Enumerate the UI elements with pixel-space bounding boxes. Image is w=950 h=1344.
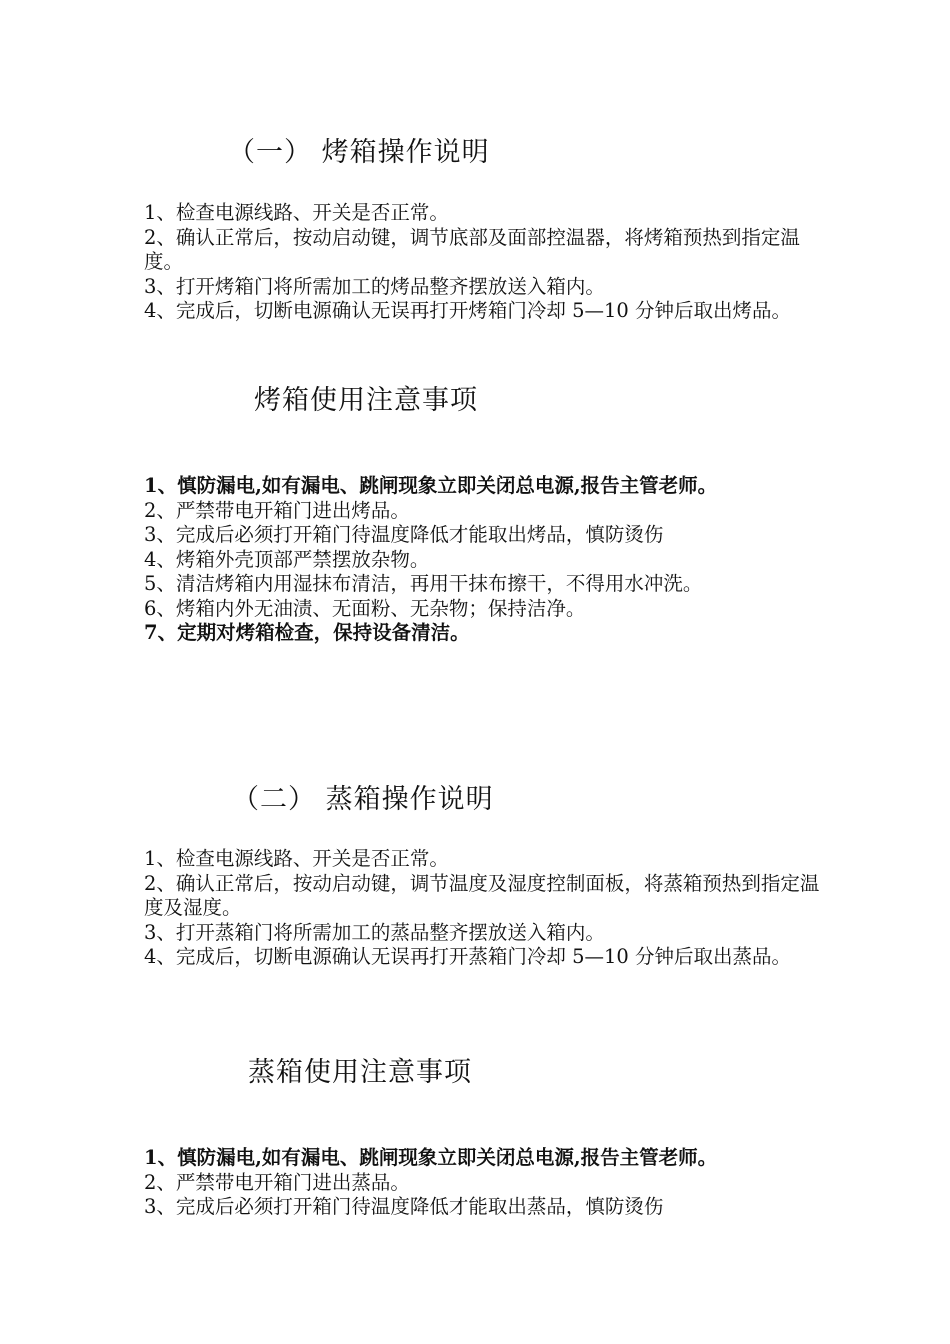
steamer-precautions-list: [144, 1146, 824, 1220]
steamer-precautions-heading: 蒸箱使用注意事项: [248, 1057, 472, 1088]
list-item: 1、检查电源线路、开关是否正常。: [144, 847, 449, 870]
oven-precautions-list: [144, 474, 824, 646]
list-item: 1、检查电源线路、开关是否正常。: [144, 201, 449, 224]
oven-operation-heading: （一） 烤箱操作说明: [228, 137, 490, 168]
steamer-operation-list: [144, 847, 824, 970]
list-item: 3、打开烤箱门将所需加工的烤品整齐摆放送入箱内。: [144, 274, 605, 298]
list-item: 7、定期对烤箱检查，保持设备清洁。: [144, 621, 470, 644]
oven-precautions-heading: 烤箱使用注意事项: [254, 385, 478, 416]
list-item: 6、烤箱内外无油渍、无面粉、无杂物；保持洁净。: [144, 596, 586, 620]
list-item: 3、完成后必须打开箱门待温度降低才能取出蒸品，慎防烫伤: [144, 1195, 664, 1218]
list-item: 4、完成后，切断电源确认无误再打开蒸箱门冷却 5—10 分钟后取出蒸品。: [144, 945, 792, 968]
list-item: 4、完成后，切断电源确认无误再打开烤箱门冷却 5—10 分钟后取出烤品。: [144, 299, 792, 322]
list-item: 2、确认正常后，按动启动键，调节底部及面部控温器，将烤箱预热到指定温度。: [144, 225, 800, 273]
list-item: 3、打开蒸箱门将所需加工的蒸品整齐摆放送入箱内。: [144, 920, 605, 944]
list-item: 2、严禁带电开箱门进出烤品。: [144, 498, 410, 522]
list-item: 2、严禁带电开箱门进出蒸品。: [144, 1170, 410, 1194]
list-item: 3、完成后必须打开箱门待温度降低才能取出烤品，慎防烫伤: [144, 523, 664, 546]
list-item: 1、慎防漏电,如有漏电、跳闸现象立即关闭总电源,报告主管老师。: [144, 474, 718, 497]
list-item: 5、清洁烤箱内用湿抹布清洁，再用干抹布擦干，不得用水冲洗。: [144, 572, 703, 595]
steamer-operation-heading: （二） 蒸箱操作说明: [232, 784, 494, 815]
list-item: 2、确认正常后，按动启动键，调节温度及湿度控制面板，将蒸箱预热到指定温度及湿度。: [144, 871, 820, 919]
oven-operation-list: [144, 201, 824, 324]
list-item: 1、慎防漏电,如有漏电、跳闸现象立即关闭总电源,报告主管老师。: [144, 1146, 718, 1169]
list-item: 4、烤箱外壳顶部严禁摆放杂物。: [144, 547, 430, 571]
